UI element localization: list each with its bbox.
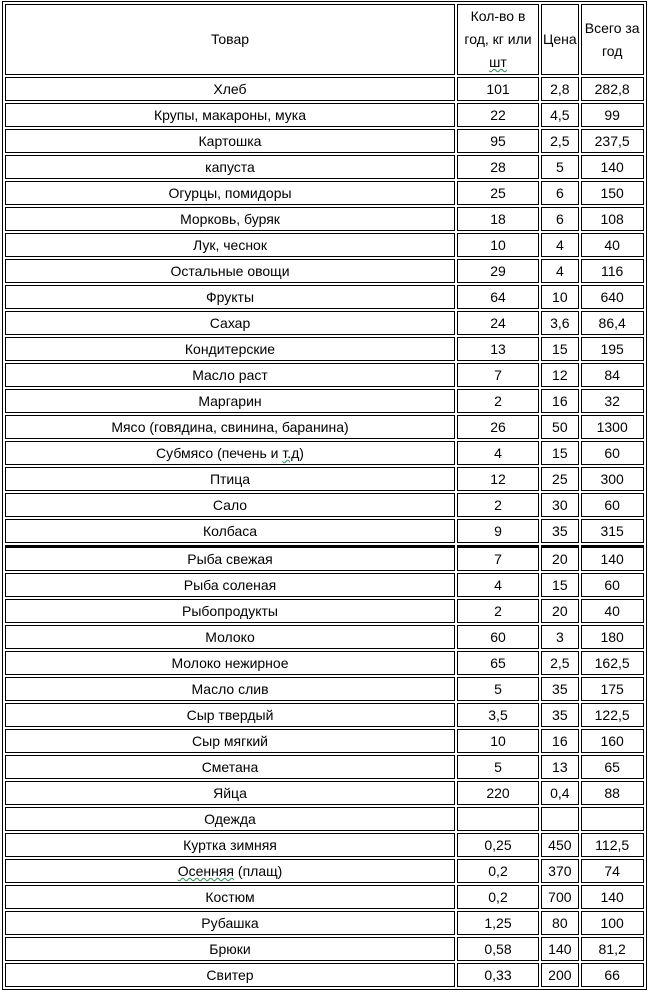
- table-row: [5, 833, 644, 857]
- table-row: [5, 415, 644, 439]
- cell-total: 195: [581, 337, 644, 361]
- cell-qty: 5: [457, 755, 539, 779]
- table-row: [5, 545, 644, 571]
- cell-qty: 0,58: [457, 937, 539, 961]
- cell-price: 10: [541, 285, 579, 309]
- table-row: [5, 677, 644, 701]
- table-row: [5, 963, 644, 987]
- cell-total: 1300: [581, 415, 644, 439]
- table-row: [5, 599, 644, 623]
- cell-total: 162,5: [581, 651, 644, 675]
- table-row: [5, 885, 644, 909]
- cell-price: [541, 807, 579, 831]
- cell-product: Лук, чеснок: [5, 233, 455, 257]
- cell-product: Рыба свежая: [5, 545, 455, 571]
- cell-total: [581, 807, 644, 831]
- cell-product: Молоко нежирное: [5, 651, 455, 675]
- table-row: [5, 311, 644, 335]
- header-total-line1: Всего за: [584, 19, 640, 36]
- cell-qty: 2: [457, 389, 539, 413]
- table-row: [5, 441, 644, 465]
- cell-product-part: Осенняя: [177, 863, 235, 879]
- header-total: [581, 4, 644, 75]
- cell-total: 66: [581, 963, 644, 987]
- cell-product: Рыба соленая: [5, 573, 455, 597]
- cell-price: 80: [541, 911, 579, 935]
- cell-product: Масло раст: [5, 363, 455, 387]
- cell-total: 40: [581, 599, 644, 623]
- table-row: [5, 77, 644, 101]
- cell-price: 6: [541, 207, 579, 231]
- cell-product: Морковь, буряк: [5, 207, 455, 231]
- cell-price: 20: [541, 599, 579, 623]
- table-row: [5, 285, 644, 309]
- cell-price: 15: [541, 337, 579, 361]
- cell-total: 315: [581, 519, 644, 543]
- cell-qty: 220: [457, 781, 539, 805]
- cell-price: 140: [541, 937, 579, 961]
- cell-total: 175: [581, 677, 644, 701]
- cell-product: Молоко: [5, 625, 455, 649]
- cell-total: 86,4: [581, 311, 644, 335]
- table-row: [5, 207, 644, 231]
- header-total-line2: год: [601, 42, 623, 59]
- table-row: [5, 103, 644, 127]
- header-qty-line1: Кол-во в: [470, 8, 526, 24]
- table-row: [5, 337, 644, 361]
- table-row: [5, 781, 644, 805]
- table-row: [5, 703, 644, 727]
- cell-qty: 12: [457, 467, 539, 491]
- header-qty-line3: шт: [489, 54, 507, 70]
- cell-product: Картошка: [5, 129, 455, 153]
- cell-qty: 1,25: [457, 911, 539, 935]
- cell-total: 180: [581, 625, 644, 649]
- cell-price: 50: [541, 415, 579, 439]
- cell-qty: 10: [457, 729, 539, 753]
- cell-product: Костюм: [5, 885, 455, 909]
- cell-product: Сыр мягкий: [5, 729, 455, 753]
- cell-qty: 7: [457, 363, 539, 387]
- table-row: [5, 155, 644, 179]
- cell-product: Брюки: [5, 937, 455, 961]
- cell-total: 74: [581, 859, 644, 883]
- cell-qty: 65: [457, 651, 539, 675]
- cell-product: [5, 859, 455, 883]
- cell-total: 100: [581, 911, 644, 935]
- table-row: [5, 937, 644, 961]
- cell-price: 4: [541, 233, 579, 257]
- cell-price: 700: [541, 885, 579, 909]
- cell-qty: 7: [457, 545, 539, 571]
- cell-price: 35: [541, 677, 579, 701]
- cell-product: Сыр твердый: [5, 703, 455, 727]
- cell-price: 12: [541, 363, 579, 387]
- cell-qty: 0,25: [457, 833, 539, 857]
- cell-price: 3,6: [541, 311, 579, 335]
- cell-total: 65: [581, 755, 644, 779]
- cell-qty: 24: [457, 311, 539, 335]
- header-qty-line2: год, кг или: [464, 31, 532, 47]
- cell-total: 60: [581, 493, 644, 517]
- cell-qty: 28: [457, 155, 539, 179]
- cell-total: 32: [581, 389, 644, 413]
- cell-product-part: Субмясо (печень и: [156, 445, 283, 461]
- cell-product: Куртка зимняя: [5, 833, 455, 857]
- cell-product: Фрукты: [5, 285, 455, 309]
- cell-price: 2,8: [541, 77, 579, 101]
- cell-qty: 5: [457, 677, 539, 701]
- cell-price: 15: [541, 573, 579, 597]
- cell-qty: 4: [457, 573, 539, 597]
- header-price: Цена: [541, 4, 579, 75]
- table-row: [5, 573, 644, 597]
- cell-qty: 22: [457, 103, 539, 127]
- cell-total: 122,5: [581, 703, 644, 727]
- table-row: [5, 389, 644, 413]
- cell-qty: 10: [457, 233, 539, 257]
- cell-total: 140: [581, 545, 644, 571]
- cell-total: 300: [581, 467, 644, 491]
- cell-total: 60: [581, 441, 644, 465]
- cell-product: Сало: [5, 493, 455, 517]
- cell-total: 108: [581, 207, 644, 231]
- cell-product: Колбаса: [5, 519, 455, 543]
- cell-qty: 0,2: [457, 859, 539, 883]
- cell-qty: 9: [457, 519, 539, 543]
- table-row: [5, 911, 644, 935]
- cell-price: 2,5: [541, 651, 579, 675]
- cell-product: Мясо (говядина, свинина, баранина): [5, 415, 455, 439]
- goods-table: [2, 1, 647, 990]
- cell-product: Масло слив: [5, 677, 455, 701]
- cell-price: 16: [541, 389, 579, 413]
- cell-total: 40: [581, 233, 644, 257]
- table-row: [5, 493, 644, 517]
- cell-total: 116: [581, 259, 644, 283]
- table-row: [5, 651, 644, 675]
- cell-product: Маргарин: [5, 389, 455, 413]
- cell-total: 112,5: [581, 833, 644, 857]
- table-row: [5, 729, 644, 753]
- cell-product: Остальные овощи: [5, 259, 455, 283]
- cell-qty: 2: [457, 599, 539, 623]
- cell-qty: 0,2: [457, 885, 539, 909]
- cell-total: 150: [581, 181, 644, 205]
- cell-price: 4: [541, 259, 579, 283]
- cell-qty: 4: [457, 441, 539, 465]
- table-row: [5, 259, 644, 283]
- cell-price: 30: [541, 493, 579, 517]
- cell-price: 20: [541, 545, 579, 571]
- cell-qty: 64: [457, 285, 539, 309]
- cell-qty: 25: [457, 181, 539, 205]
- cell-total: 640: [581, 285, 644, 309]
- table-row: [5, 807, 644, 831]
- cell-qty: 13: [457, 337, 539, 361]
- cell-total: 140: [581, 155, 644, 179]
- cell-qty: 29: [457, 259, 539, 283]
- cell-price: 2,5: [541, 129, 579, 153]
- table-row: [5, 859, 644, 883]
- table-row: [5, 181, 644, 205]
- cell-total: 84: [581, 363, 644, 387]
- cell-total: 99: [581, 103, 644, 127]
- cell-qty: [457, 807, 539, 831]
- cell-total: 60: [581, 573, 644, 597]
- cell-product: Рубашка: [5, 911, 455, 935]
- cell-product-part: (плащ): [234, 863, 283, 879]
- cell-product: Одежда: [5, 807, 455, 831]
- cell-price: 15: [541, 441, 579, 465]
- cell-product: [5, 441, 455, 465]
- header-qty: [457, 4, 539, 75]
- cell-price: 35: [541, 703, 579, 727]
- cell-total: 282,8: [581, 77, 644, 101]
- cell-price: 3: [541, 625, 579, 649]
- table-row: [5, 755, 644, 779]
- table-row: [5, 519, 644, 543]
- cell-price: 6: [541, 181, 579, 205]
- cell-qty: 95: [457, 129, 539, 153]
- cell-price: 450: [541, 833, 579, 857]
- cell-product: Сметана: [5, 755, 455, 779]
- cell-qty: 0,33: [457, 963, 539, 987]
- table-header-row: [5, 4, 644, 75]
- cell-price: 370: [541, 859, 579, 883]
- cell-qty: 26: [457, 415, 539, 439]
- header-product: Товар: [5, 4, 455, 75]
- cell-product-part: ): [299, 445, 304, 461]
- cell-price: 35: [541, 519, 579, 543]
- table-row: [5, 467, 644, 491]
- cell-product: Крупы, макароны, мука: [5, 103, 455, 127]
- table-row: [5, 363, 644, 387]
- cell-total: 140: [581, 885, 644, 909]
- cell-total: 237,5: [581, 129, 644, 153]
- cell-product-part: т.д: [282, 445, 300, 461]
- cell-price: 5: [541, 155, 579, 179]
- cell-product: Рыбопродукты: [5, 599, 455, 623]
- cell-product: Свитер: [5, 963, 455, 987]
- cell-total: 88: [581, 781, 644, 805]
- cell-total: 81,2: [581, 937, 644, 961]
- cell-product: Яйца: [5, 781, 455, 805]
- cell-product: Сахар: [5, 311, 455, 335]
- table-row: [5, 233, 644, 257]
- cell-product: Птица: [5, 467, 455, 491]
- cell-qty: 2: [457, 493, 539, 517]
- cell-product: Огурцы, помидоры: [5, 181, 455, 205]
- cell-qty: 18: [457, 207, 539, 231]
- cell-price: 4,5: [541, 103, 579, 127]
- cell-product: Кондитерские: [5, 337, 455, 361]
- cell-product: капуста: [5, 155, 455, 179]
- cell-price: 0,4: [541, 781, 579, 805]
- table-row: [5, 625, 644, 649]
- cell-total: 160: [581, 729, 644, 753]
- table-row: [5, 129, 644, 153]
- cell-price: 200: [541, 963, 579, 987]
- cell-price: 13: [541, 755, 579, 779]
- cell-price: 16: [541, 729, 579, 753]
- cell-qty: 101: [457, 77, 539, 101]
- cell-qty: 3,5: [457, 703, 539, 727]
- cell-product: Хлеб: [5, 77, 455, 101]
- cell-price: 25: [541, 467, 579, 491]
- cell-qty: 60: [457, 625, 539, 649]
